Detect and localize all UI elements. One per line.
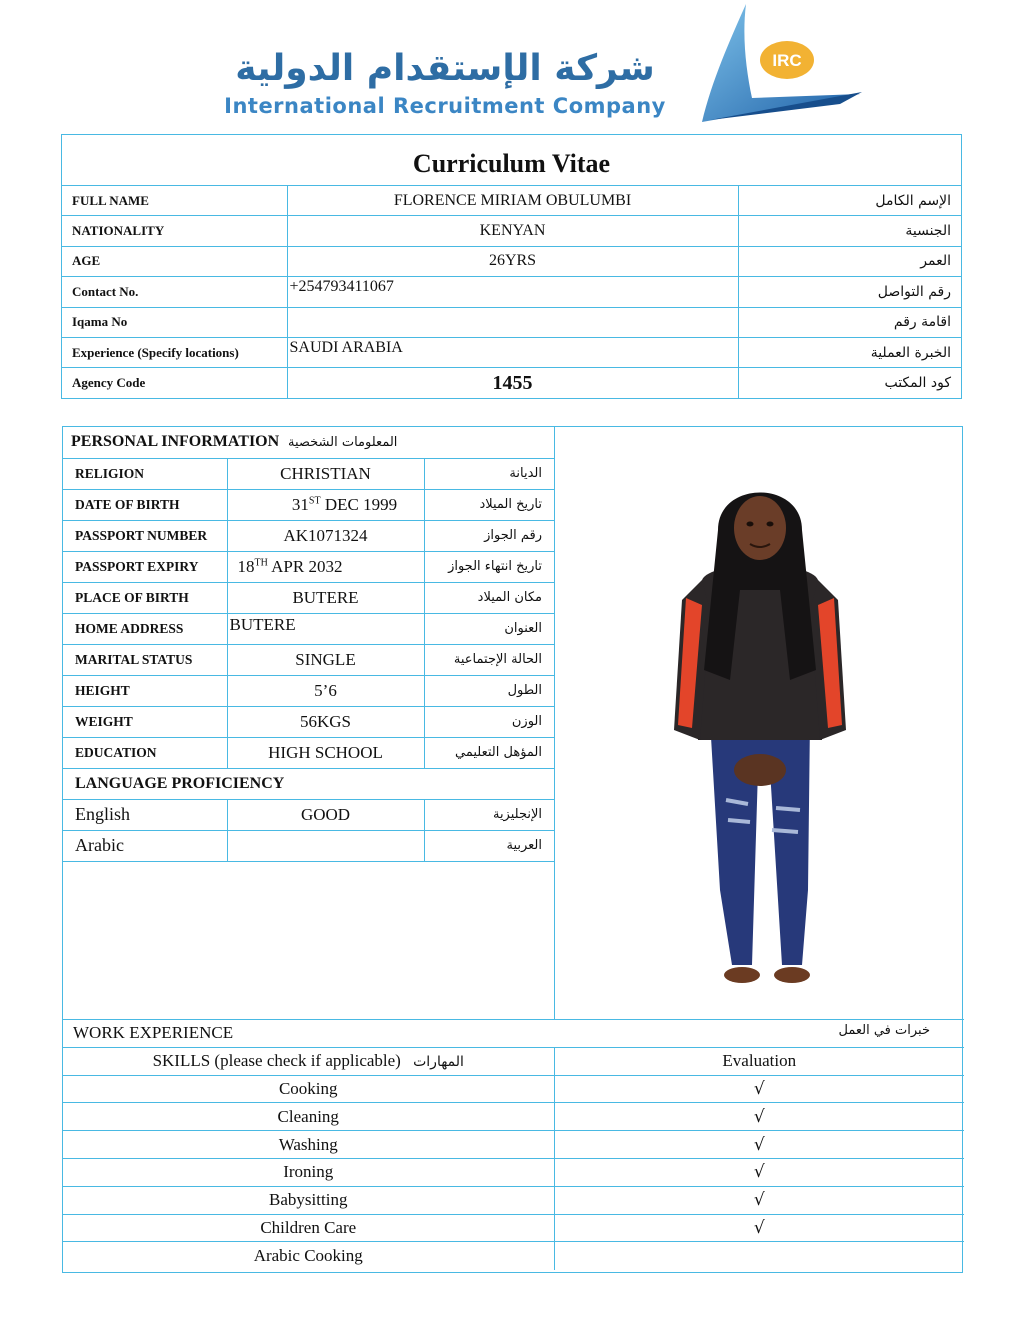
- work-experience-title: WORK EXPERIENCE: [73, 1023, 234, 1043]
- pi-label: MARITAL STATUS: [63, 644, 227, 675]
- skill-check-icon: [554, 1242, 964, 1270]
- pi-label: PASSPORT EXPIRY: [63, 551, 227, 582]
- work-experience-section: [62, 1019, 963, 1273]
- pi-label-arabic: المؤهل التعليمي: [424, 737, 554, 768]
- personal-information-panel: [63, 427, 554, 862]
- pi-row-education: [63, 737, 554, 768]
- cv-row-age: [62, 246, 961, 276]
- pi-value-passport-number: AK1071324: [227, 520, 424, 551]
- pi-value-height: 5’6: [227, 675, 424, 706]
- cv-label: Iqama No: [62, 307, 287, 337]
- lang-value-arabic: [227, 830, 424, 861]
- pi-label: PLACE OF BIRTH: [63, 582, 227, 613]
- lang-label-arabic: الإنجليزية: [424, 799, 554, 830]
- pi-label: RELIGION: [63, 458, 227, 489]
- skill-name: Children Care: [63, 1214, 554, 1242]
- skill-name: Cooking: [63, 1075, 554, 1103]
- cv-label: AGE: [62, 246, 287, 276]
- pi-row-marital-status: [63, 644, 554, 675]
- pi-label-arabic: الديانة: [424, 458, 554, 489]
- personal-info-title: PERSONAL INFORMATION: [71, 433, 280, 451]
- pi-row-weight: [63, 706, 554, 737]
- dob-suffix: ST: [308, 494, 321, 506]
- cv-label-arabic: اقامة رقم: [738, 307, 961, 337]
- skill-row: [63, 1186, 964, 1214]
- cv-label-arabic: العمر: [738, 246, 961, 276]
- skill-row: [63, 1075, 964, 1103]
- cv-label: NATIONALITY: [62, 216, 287, 246]
- pi-row-date-of-birth: [63, 489, 554, 520]
- lang-label-arabic: العربية: [424, 830, 554, 861]
- lang-label: Arabic: [63, 830, 227, 861]
- cv-table: [62, 185, 961, 398]
- cv-value-age: 26YRS: [287, 246, 738, 276]
- lang-value-english: GOOD: [227, 799, 424, 830]
- pi-label: HOME ADDRESS: [63, 613, 227, 644]
- language-proficiency-title: LANGUAGE PROFICIENCY: [63, 768, 554, 799]
- skill-check-icon: √: [554, 1103, 964, 1131]
- company-logo-icon: [690, 0, 870, 130]
- header: [0, 0, 1020, 130]
- pi-value-date-of-birth: [227, 489, 424, 520]
- skill-check-icon: √: [554, 1131, 964, 1159]
- company-name-arabic: شركة الإستقدام الدولية: [235, 48, 655, 89]
- cv-label-arabic: كود المكتب: [738, 368, 961, 398]
- cv-title: Curriculum Vitae: [412, 149, 611, 178]
- cv-row-experience: [62, 337, 961, 367]
- pi-label: PASSPORT NUMBER: [63, 520, 227, 551]
- pi-label-arabic: رقم الجواز: [424, 520, 554, 551]
- skill-name: Ironing: [63, 1158, 554, 1186]
- language-proficiency-header: [63, 768, 554, 799]
- pi-row-height: [63, 675, 554, 706]
- dob-day: 31: [291, 494, 309, 514]
- skill-row: [63, 1103, 964, 1131]
- pi-label-arabic: العنوان: [424, 613, 554, 644]
- pi-label-arabic: تاريخ انتهاء الجواز: [424, 551, 554, 582]
- cv-label-arabic: الخبرة العملية: [738, 337, 961, 367]
- skill-check-icon: √: [554, 1075, 964, 1103]
- pi-row-place-of-birth: [63, 582, 554, 613]
- pi-label-arabic: الحالة الإجتماعية: [424, 644, 554, 675]
- expiry-suffix: TH: [254, 556, 268, 568]
- skill-name: Washing: [63, 1131, 554, 1159]
- skill-check-icon: √: [554, 1158, 964, 1186]
- pi-value-religion: CHRISTIAN: [227, 458, 424, 489]
- company-name-english: International Recruitment Company: [224, 94, 666, 118]
- cv-label: Agency Code: [62, 368, 287, 398]
- section-divider: [554, 427, 555, 1019]
- evaluation-header: Evaluation: [554, 1047, 964, 1075]
- pi-row-passport-number: [63, 520, 554, 551]
- cv-row-nationality: [62, 216, 961, 246]
- pi-row-home-address: [63, 613, 554, 644]
- pi-value-education: HIGH SCHOOL: [227, 737, 424, 768]
- dob-rest: DEC 1999: [320, 494, 398, 514]
- cv-summary-table: [61, 134, 962, 399]
- pi-label-arabic: الوزن: [424, 706, 554, 737]
- cv-value-nationality: KENYAN: [287, 216, 738, 246]
- work-experience-title-arabic: خبرات في العمل: [838, 1023, 930, 1039]
- skill-row: [63, 1131, 964, 1159]
- skills-header: [63, 1047, 554, 1075]
- skill-row: [63, 1158, 964, 1186]
- cv-row-agency-code: [62, 368, 961, 398]
- cv-value-iqama: [287, 307, 738, 337]
- cv-row-full-name: [62, 186, 961, 216]
- pi-value-passport-expiry: [227, 551, 424, 582]
- pi-value-weight: 56KGS: [227, 706, 424, 737]
- lang-label: English: [63, 799, 227, 830]
- expiry-rest: APR 2032: [267, 556, 343, 576]
- candidate-photo: [640, 470, 880, 1010]
- pi-row-passport-expiry: [63, 551, 554, 582]
- cv-label: Experience (Specify locations): [62, 337, 287, 367]
- skill-name: Cleaning: [63, 1103, 554, 1131]
- cv-value-agency-code: 1455: [287, 368, 738, 398]
- work-experience-table: [63, 1019, 964, 1270]
- cv-value-contact: +254793411067: [287, 277, 738, 307]
- personal-info-header: [63, 427, 554, 458]
- cv-label-arabic: رقم التواصل: [738, 277, 961, 307]
- lang-row-english: [63, 799, 554, 830]
- skills-header-label: SKILLS (please check if applicable): [152, 1051, 401, 1071]
- personal-info-title-arabic: المعلومات الشخصية: [288, 435, 398, 451]
- skill-name: Arabic Cooking: [63, 1242, 554, 1270]
- skill-name: Babysitting: [63, 1186, 554, 1214]
- cv-value-experience: SAUDI ARABIA: [287, 337, 738, 367]
- personal-information-table: [63, 427, 554, 862]
- skill-check-icon: √: [554, 1214, 964, 1242]
- pi-row-religion: [63, 458, 554, 489]
- cv-label-arabic: الجنسية: [738, 216, 961, 246]
- pi-label: DATE OF BIRTH: [63, 489, 227, 520]
- pi-label: EDUCATION: [63, 737, 227, 768]
- expiry-day: 18: [237, 556, 255, 576]
- cv-row-contact: [62, 277, 961, 307]
- skills-header-arabic: المهارات: [413, 1054, 464, 1071]
- lang-row-arabic: [63, 830, 554, 861]
- pi-label: WEIGHT: [63, 706, 227, 737]
- pi-value-place-of-birth: BUTERE: [227, 582, 424, 613]
- pi-label: HEIGHT: [63, 675, 227, 706]
- pi-value-home-address: BUTERE: [227, 613, 424, 644]
- skill-row: [63, 1242, 964, 1270]
- logo-badge-text: IRC: [772, 51, 802, 70]
- pi-value-marital-status: SINGLE: [227, 644, 424, 675]
- cv-label: Contact No.: [62, 277, 287, 307]
- pi-label-arabic: تاريخ الميلاد: [424, 489, 554, 520]
- skills-header-row: [63, 1047, 964, 1075]
- cv-row-iqama: [62, 307, 961, 337]
- cv-label-arabic: الإسم الكامل: [738, 186, 961, 216]
- cv-label: FULL NAME: [62, 186, 287, 216]
- pi-label-arabic: الطول: [424, 675, 554, 706]
- pi-label-arabic: مكان الميلاد: [424, 582, 554, 613]
- skill-row: [63, 1214, 964, 1242]
- skill-check-icon: √: [554, 1186, 964, 1214]
- work-experience-header: [63, 1020, 964, 1048]
- cv-value-full-name: FLORENCE MIRIAM OBULUMBI: [287, 186, 738, 216]
